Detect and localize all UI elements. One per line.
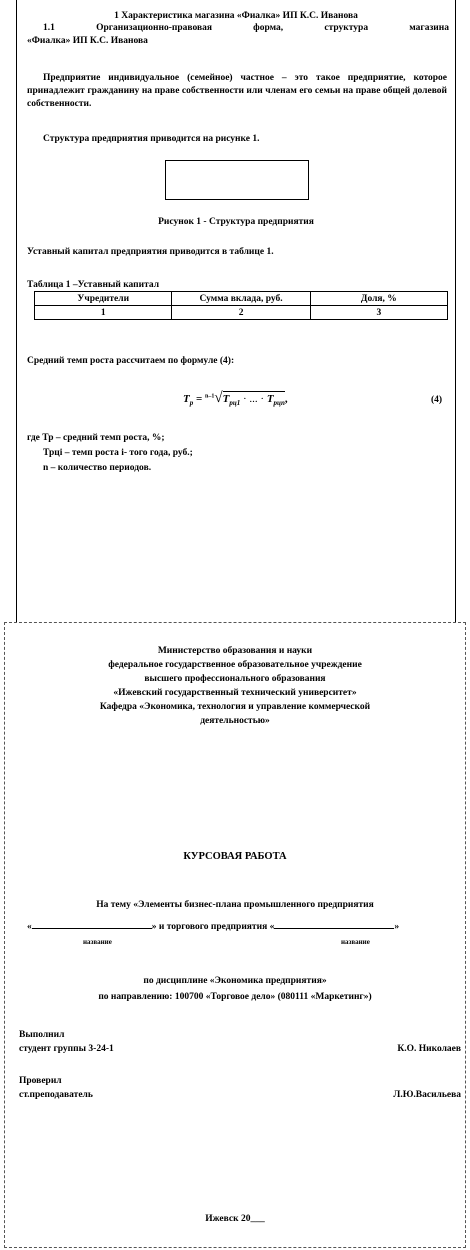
table-cell: 2 <box>172 306 310 320</box>
formula-term1-sub: рц1 <box>229 399 241 408</box>
topic-middle-text: » и торгового предприятия « <box>151 922 275 932</box>
formula-dots: · ... · <box>242 393 265 405</box>
topic-open-quote: « <box>27 922 32 932</box>
checked-label: Проверил <box>19 1076 62 1086</box>
topic-blank-right <box>274 919 394 929</box>
topic-line-2 <box>27 919 399 933</box>
growth-rate-formula <box>183 390 288 407</box>
where-line-2: Трці – темп роста і- того года, руб.; <box>43 448 193 458</box>
document-type: КУРСОВАЯ РАБОТА <box>183 851 287 862</box>
table-header-cell: Доля, % <box>310 292 447 306</box>
paragraph-capital: Уставный капитал предприятия приводится в таблице 1. <box>27 247 274 257</box>
formula-radicand <box>222 391 285 408</box>
direction-line: по направлению: 100700 «Торговое дело» (080111 «Маркетинг») <box>98 992 372 1002</box>
section-heading: 1 Характеристика магазина «Фиалка» ИП К.С. Иванова <box>114 11 358 21</box>
structure-figure-box <box>165 160 309 200</box>
teacher-name: Л.Ю.Васильева <box>393 1090 461 1100</box>
table-header-cell: Учредители <box>35 292 172 306</box>
formula-root-index: n–1 <box>205 393 215 400</box>
figure-caption: Рисунок 1 - Структура предприятия <box>158 217 314 227</box>
department-line-2: деятельностью» <box>200 716 270 726</box>
table-cell: 3 <box>310 306 447 320</box>
where-line-3: n – количество периодов. <box>43 463 152 473</box>
org-line-2: высшего профессионального образования <box>144 674 326 684</box>
formula-term2-sub: рцn <box>273 399 285 408</box>
student-label: студент группы 3-24-1 <box>19 1044 114 1054</box>
topic-close-quote: » <box>394 922 400 932</box>
department-line-1: Кафедра «Экономика, технология и управление коммерческой <box>99 702 371 712</box>
page-section-1 <box>16 0 456 625</box>
title-page <box>4 622 466 1248</box>
label-name-right: название <box>341 938 370 946</box>
table-row <box>35 306 448 320</box>
city-year: Ижевск 20___ <box>205 1214 265 1224</box>
paragraph-formula-intro: Средний темп роста рассчитаем по формуле (4): <box>27 356 235 366</box>
formula-lhs-sub: р <box>189 399 194 408</box>
formula-term2: T <box>266 393 274 405</box>
teacher-label: ст.преподаватель <box>19 1090 93 1100</box>
subsection-heading-line1: 1.1 Организационно-правовая форма, структура магазина <box>43 23 449 33</box>
table-header-cell: Сумма вклада, руб. <box>172 292 310 306</box>
radical-icon: √ <box>214 390 223 406</box>
discipline-line: по дисциплине «Экономика предприятия» <box>143 976 327 986</box>
label-name-left: название <box>83 938 112 946</box>
formula-end: , <box>284 393 288 405</box>
formula-term1: T <box>222 393 230 405</box>
formula-equals: = <box>195 393 203 405</box>
paragraph-structure: Структура предприятия приводится на рисунке 1. <box>43 134 260 144</box>
university-name: «Ижевский государственный технический университет» <box>113 688 357 698</box>
topic-blank-left <box>32 919 152 929</box>
org-line-1: федеральное государственное образовательное учреждение <box>108 660 362 670</box>
table-header-row <box>35 292 448 306</box>
capital-table <box>34 291 448 320</box>
formula-number: (4) <box>431 395 443 405</box>
table-caption: Таблица 1 –Уставный капитал <box>27 280 160 290</box>
performed-label: Выполнил <box>19 1030 65 1040</box>
topic-line-1: На тему «Элементы бизнес-плана промышленного предприятия <box>96 900 374 910</box>
table-cell: 1 <box>35 306 172 320</box>
where-line-1: где Тр – средний темп роста, %; <box>27 433 165 443</box>
student-name: К.О. Николаев <box>397 1044 461 1054</box>
paragraph-enterprise-definition: Предприятие индивидуальное (семейное) частное – это такое предприятие, которое принадлежит гражданину на праве собственности или членам его семьи на праве общей долевой собственности. <box>27 73 447 109</box>
ministry-name: Министерство образования и науки <box>157 646 313 656</box>
subsection-heading-line2: «Фиалка» ИП К.С. Иванова <box>27 36 148 46</box>
formula-lhs: T <box>183 393 190 405</box>
